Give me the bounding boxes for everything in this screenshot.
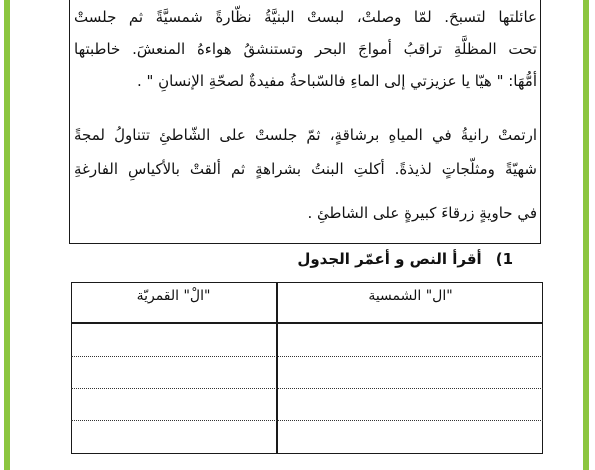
answer-cell[interactable]: [72, 422, 275, 452]
table-row-divider: [71, 388, 543, 389]
table-row-divider: [71, 420, 543, 421]
table-row-divider: [71, 356, 543, 357]
answer-cell[interactable]: [278, 358, 542, 387]
question-text: أقرأ النص و أعمّر الجدول: [297, 250, 482, 268]
question-number: 1): [495, 250, 513, 268]
passage-line: أمُّهَا: " هيّا يا عزيزتي إلى الماءِ فالسّباحةُ مفيدةٌ لصحّةِ الإنسانِ " .: [136, 72, 537, 90]
question-prompt: [297, 248, 513, 270]
table-header-separator: [71, 322, 543, 324]
header-qamariya: "الْ" القمريّة: [136, 288, 211, 304]
passage-line: تحت المظلَّةِ تراقبُ أمواجَ البحر وتستنشقُ هواءهُ المنعشَ. خاطبتها: [74, 40, 537, 58]
answer-cell[interactable]: [72, 358, 275, 387]
passage-line: في حاويةٍ زرقاءَ كبيرةٍ على الشاطئِ .: [307, 204, 537, 222]
answer-cell[interactable]: [278, 390, 542, 419]
answer-cell[interactable]: [72, 325, 275, 355]
page-border-left: [4, 0, 10, 470]
page-border-right: [583, 0, 589, 470]
header-shamsiya: "ال" الشمسية: [368, 288, 453, 304]
answer-cell[interactable]: [278, 422, 542, 452]
passage-line: عائلتها لتسبحَ. لمّا وصلتْ، لبستْ البنيَّةُ نظّارةً شمسيَّةً ثم جلستْ: [74, 8, 537, 26]
passage-line: ارتمتْ رانيةُ في المياهِ برشاقةٍ، ثمّ جلستْ على الشّاطئِ تتناولُ لمجةً: [74, 126, 537, 144]
answer-cell[interactable]: [278, 325, 542, 355]
answer-cell[interactable]: [72, 390, 275, 419]
passage-line: شهيّةً ومثلّجاتٍ لذيذةً. أكلتِ البنتُ بشراهةٍ ثم ألقتْ بالأكياسِ الفارغةِ: [74, 160, 537, 178]
